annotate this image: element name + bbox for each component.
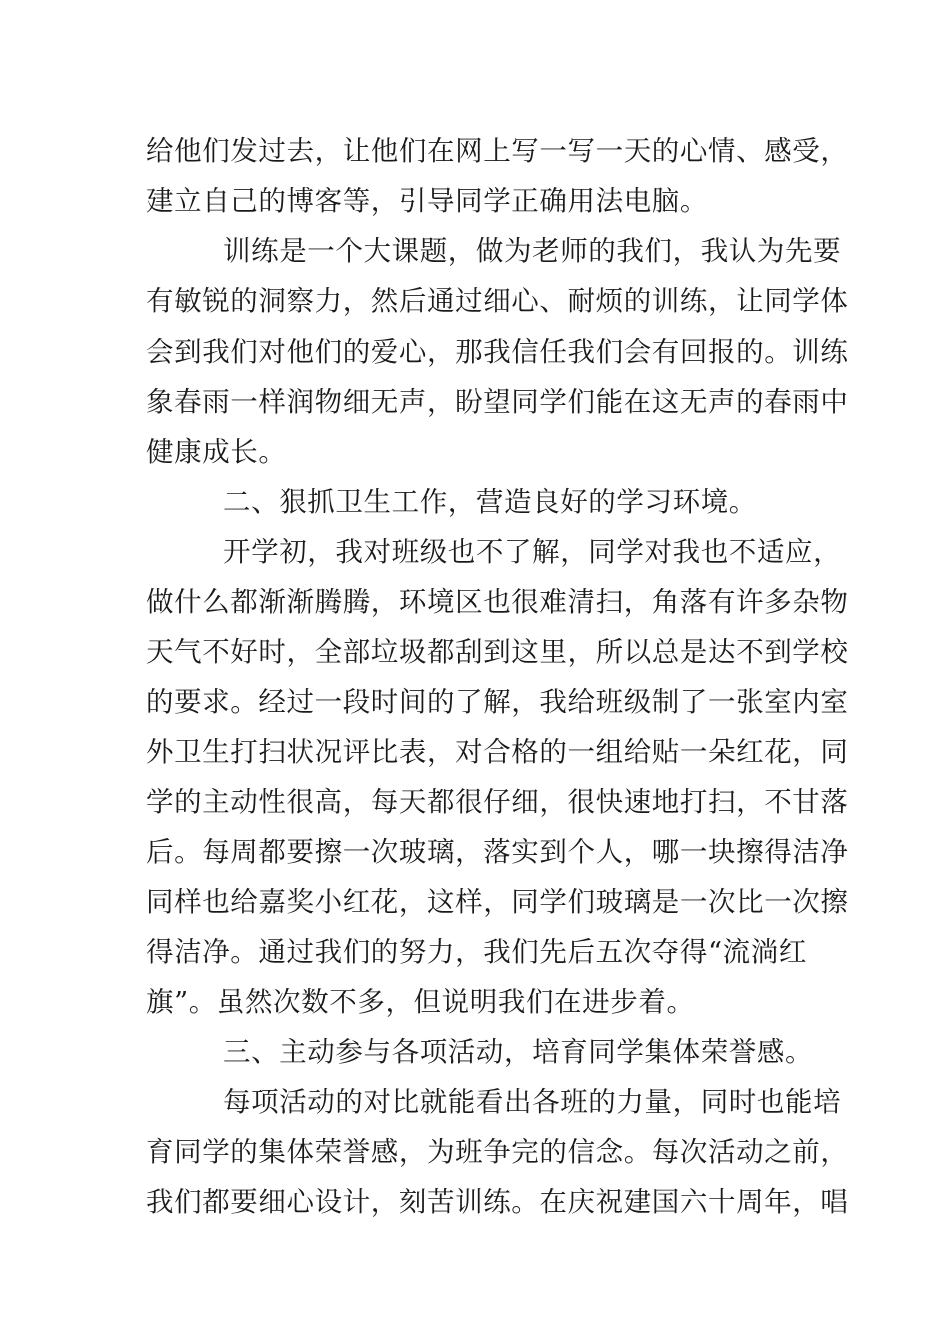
text-line: 会到我们对他们的爱心，那我信任我们会有回报的。训练 bbox=[146, 336, 849, 368]
paragraph-start-line: 每项活动的对比就能看出各班的力量，同时也能培 bbox=[223, 1086, 842, 1118]
text-line: 后。每周都要擦一次玻璃，落实到个人，哪一块擦得洁净 bbox=[146, 836, 849, 868]
section-heading: 二、狠抓卫生工作，营造良好的学习环境。 bbox=[223, 486, 757, 518]
text-line: 做什么都渐渐腾腾，环境区也很难清扫，角落有许多杂物 bbox=[146, 586, 849, 618]
section-heading: 三、主动参与各项活动，培育同学集体荣誉感。 bbox=[223, 1036, 814, 1068]
text-line: 得洁净。通过我们的努力，我们先后五次夺得“流淌红 bbox=[146, 936, 807, 968]
text-line: 天气不好时，全部垃圾都刮到这里，所以总是达不到学校 bbox=[146, 636, 849, 668]
text-line: 象春雨一样润物细无声，盼望同学们能在这无声的春雨中 bbox=[146, 386, 849, 418]
text-line: 我们都要细心设计，刻苦训练。在庆祝建国六十周年，唱 bbox=[146, 1186, 849, 1218]
text-line: 健康成长。 bbox=[146, 436, 287, 468]
text-line: 的要求。经过一段时间的了解，我给班级制了一张室内室 bbox=[146, 686, 849, 718]
text-line: 外卫生打扫状况评比表，对合格的一组给贴一朵红花，同 bbox=[146, 736, 849, 768]
text-line: 建立自己的博客等，引导同学正确用法电脑。 bbox=[146, 185, 708, 217]
paragraph-start-line: 开学初，我对班级也不了解，同学对我也不适应， bbox=[223, 536, 842, 568]
text-line: 有敏锐的洞察力，然后通过细心、耐烦的训练，让同学体 bbox=[146, 285, 849, 317]
text-line: 育同学的集体荣誉感，为班争完的信念。每次活动之前， bbox=[146, 1136, 849, 1168]
text-line: 同样也给嘉奖小红花，这样，同学们玻璃是一次比一次擦 bbox=[146, 886, 849, 918]
text-line: 学的主动性很高，每天都很仔细，很快速地打扫，不甘落 bbox=[146, 786, 849, 818]
text-line: 旗”。虽然次数不多，但说明我们在进步着。 bbox=[146, 986, 695, 1018]
text-line: 给他们发过去，让他们在网上写一写一天的心情、感受， bbox=[146, 135, 849, 167]
paragraph-start-line: 训练是一个大课题，做为老师的我们，我认为先要 bbox=[223, 235, 842, 267]
